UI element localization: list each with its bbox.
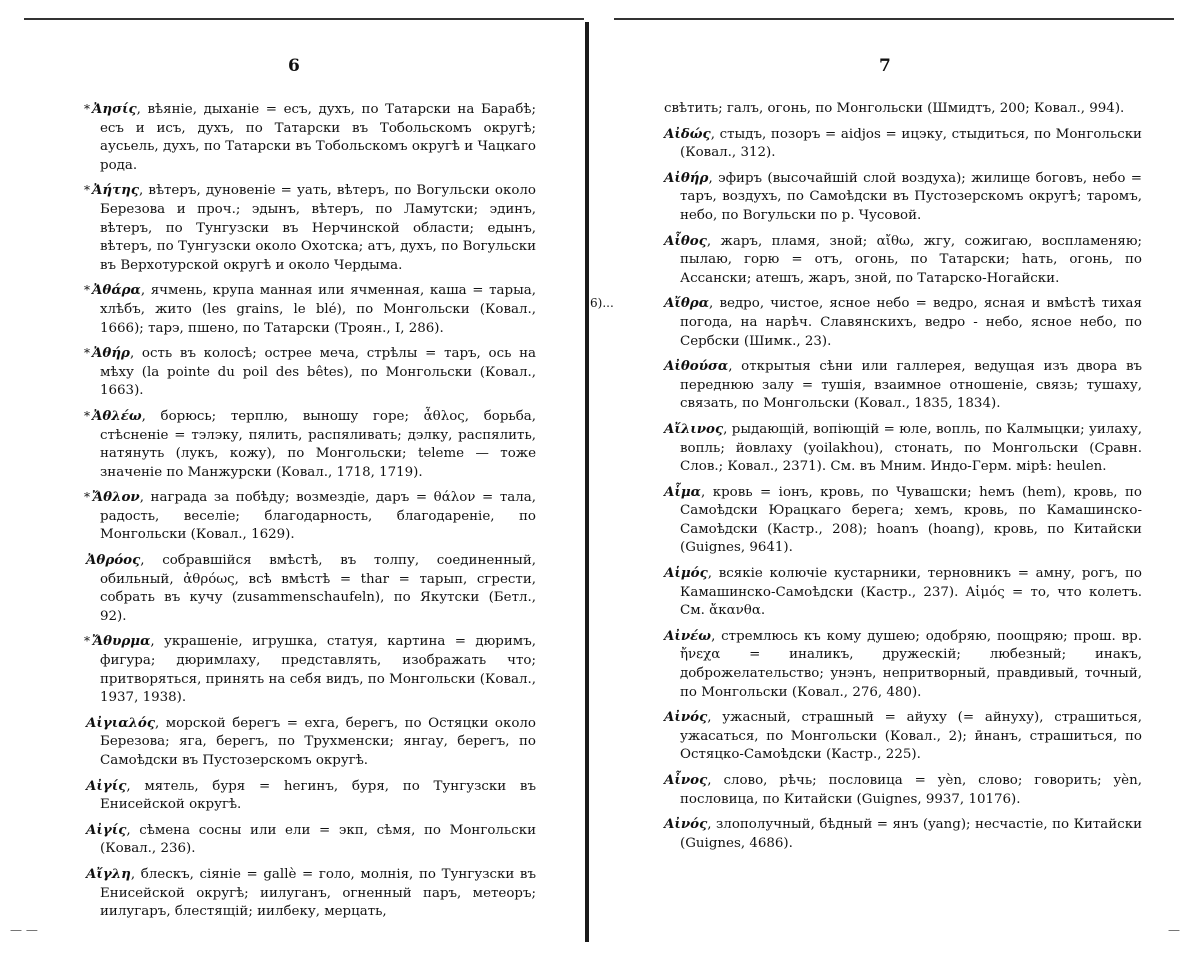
entry-headword: Ἀθρόος	[86, 552, 141, 569]
entry-definition: , кровь = іонъ, кровь, по Чувашски; hемъ (hem), кровь, по Самоѣдски Юрацкаго берега; хемъ, кровь, по Камашинско-Самоѣдски (Кастр., 208); hoanъ (hoang), кровь, по Китайски (Guignes, 9641).	[680, 484, 1142, 556]
dictionary-entry	[84, 344, 536, 401]
dictionary-entry	[84, 551, 536, 626]
entry-list	[84, 100, 536, 928]
entry-headword: Ἀθλέω	[92, 407, 142, 424]
dictionary-entry	[664, 708, 1142, 765]
entry-definition: , сѣмена сосны или ели = экп, сѣмя, по Монгольски (Ковал., 236).	[100, 822, 536, 857]
dictionary-entry	[664, 125, 1142, 163]
entry-definition: , слово, рѣчь; пословица = yèn, слово; говорить; yèn, пословица, по Китайски (Guignes, 9937, 10176).	[680, 773, 1142, 807]
top-rule	[24, 18, 584, 20]
entry-marker: *	[84, 408, 90, 423]
dictionary-entry	[590, 294, 1142, 351]
entry-marker: *	[84, 346, 90, 361]
dictionary-entry	[664, 232, 1142, 289]
entry-headword: Ἄθλον	[92, 489, 140, 506]
entry-headword: Ἀθήρ	[92, 345, 130, 362]
entry-headword: Αἰθήρ	[664, 169, 709, 186]
right-page	[590, 0, 1200, 955]
dictionary-entry	[664, 420, 1142, 477]
entry-headword: Αἰνέω	[664, 627, 712, 644]
dictionary-entry	[664, 564, 1142, 621]
entry-definition: , открытыя сѣни или галлерея, ведущая изъ двора въ переднюю залу = тушія, взаимное отношеніе, связь; тушаху, связать, по Монгольски (Ковал., 1835, 1834).	[680, 359, 1142, 412]
entry-definition: , блескъ, сіяніе = gallè = голо, молнія, по Тунгузски въ Енисейской округѣ; иилуганъ, огненный паръ, метеоръ; иилугаръ, блестящій; иилбеку, мерцать,	[100, 866, 536, 920]
entry-headword: Ἀθάρα	[92, 282, 141, 299]
entry-definition: , ведро, чистое, ясное небо = ведро, ясная и вмѣстѣ тихая погода, на нарѣч. Славянскихъ, ведро - небо, ясное небо, по Сербски (Шимк., 23).	[680, 296, 1142, 349]
dictionary-entry	[84, 488, 536, 545]
entry-headword: Αἴλινος	[664, 420, 724, 437]
entry-definition: , мятель, буря = hегинъ, буря, по Тунгузски въ Енисейской округѣ.	[100, 778, 536, 813]
entry-definition: свѣтить; галъ, огонь, по Монгольски (Шмидтъ, 200; Ковал., 994).	[664, 101, 1125, 116]
dictionary-entry	[664, 169, 1142, 226]
entry-definition: , морской берегъ = exга, берегъ, по Остяцки около Березова; яга, берегъ, по Трухменски; янгау, берегъ, по Самоѣдски въ Пустозерскомъ округѣ.	[100, 715, 536, 768]
left-page	[0, 0, 590, 955]
entry-definition: , борюсь; терплю, выношу горе; ἆθλος, борьба, стѣсненіе = тэлэку, пялить, распяливать; дэлку, распялить, натянуть (лукъ, кожу), по Монгольски; teleme — тоже значеніе по Манжурски (Ковал., 1718, 1719).	[100, 408, 536, 480]
page-gutter	[585, 22, 589, 942]
dictionary-entry	[84, 181, 536, 275]
entry-headword: Αἰνός	[664, 816, 708, 833]
entry-headword: Αἷμα	[664, 483, 701, 500]
entry-definition: , украшеніе, игрушка, статуя, картина = дюримъ, фигура; дюримлаху, представлять, изображать что; притворяться, принять на себя видъ, по Монгольски (Ковал., 1937, 1938).	[100, 634, 536, 706]
page-number: 7	[879, 56, 891, 76]
entry-definition: , злополучный, бѣдный = янъ (yang); несчастіе, по Китайски (Guignes, 4686).	[680, 817, 1142, 851]
dictionary-entry	[664, 357, 1142, 414]
footer-mark: — —	[10, 923, 38, 937]
entry-marker: *	[84, 283, 90, 298]
entry-headword: Ἄθυρμα	[92, 633, 151, 650]
entry-headword: Ἀήτης	[92, 182, 140, 199]
dictionary-entry-continuation	[664, 100, 1142, 119]
dictionary-entry	[84, 865, 536, 922]
page-number: 6	[288, 56, 300, 76]
entry-headword: Αἰδώς	[664, 125, 711, 142]
entry-definition: , награда за побѣду; возмездіе, даръ = θάλον = тала, радость, веселіе; благодарность, благодареніе, по Монгольски (Ковал., 1629).	[100, 490, 536, 543]
dictionary-entry	[664, 771, 1142, 809]
entry-definition: , вѣяніе, дыханіе = есъ, духъ, по Татарски на Барабѣ; есъ и исъ, духъ, по Татарски въ Тобольскомъ округѣ; аусьель, духъ, по Татарски въ Тобольскомъ округѣ и Чацкаго рода.	[100, 102, 536, 173]
entry-headword: Αἶνος	[664, 772, 708, 788]
dictionary-entry	[84, 821, 536, 859]
entry-headword: Ἀησίς	[92, 101, 137, 117]
entry-marker: *	[84, 490, 90, 505]
entry-headword: Αἱμός	[664, 565, 708, 582]
entry-marker: *	[84, 102, 90, 116]
dictionary-entry	[84, 281, 536, 338]
entry-definition: , эфиръ (высочайшій слой воздуха); жилище боговъ, небо = таръ, воздухъ, по Самоѣдски въ Пустозерскомъ округѣ; таромъ, небо, по Вогульски по р. Чусовой.	[680, 170, 1142, 223]
entry-definition: , жаръ, пламя, зной; αἴθω, жгу, сожигаю, воспламеняю; пылаю, горю = отъ, огонь, по Татарски; hать, огонь, по Ассански; атешъ, жаръ, зной, по Татарско-Ногайски.	[680, 233, 1142, 286]
entry-definition: , всякіе колючіе кустарники, терновникъ = амну, рогъ, по Камашинско-Самоѣдски (Кастр., 237). Αἱμός = то, что колетъ. См. ἄκανθα.	[680, 566, 1142, 619]
dictionary-entry	[84, 714, 536, 771]
dictionary-entry	[664, 483, 1142, 558]
dictionary-entry	[84, 632, 536, 707]
entry-definition: , ячмень, крупа манная или ячменная, каша = тарыа, хлѣбъ, жито (les grains, le blé), по Монгольски (Ковал., 1666); тарэ, пшено, по Татарски (Троян., I, 286).	[100, 283, 536, 336]
entry-list	[590, 100, 1142, 859]
entry-headword: Αἰγίς	[86, 821, 127, 838]
dictionary-entry	[664, 815, 1142, 853]
entry-definition: , стыдъ, позоръ = aidjos = ицэку, стыдиться, по Монгольски (Ковал., 312).	[680, 126, 1142, 161]
entry-headword: Αἴθρα	[664, 295, 710, 312]
dictionary-entry	[84, 100, 536, 175]
entry-marker: *	[84, 634, 90, 649]
dictionary-entry	[84, 407, 536, 482]
entry-definition: , рыдающій, вопіющій = юле, вопль, по Калмыцки; уилаху, вопль; йовлаху (yoilakhou), стонать, по Монгольски (Сравн. Слов.; Ковал., 2371). См. въ Мним. Индо-Герм. мірѣ: heulen.	[680, 421, 1142, 475]
top-rule	[614, 18, 1174, 20]
entry-headword: Αἰνός	[664, 709, 708, 726]
entry-definition: , собравшійся вмѣстѣ, въ толпу, соединенный, обильный, ἀθρόως, всѣ вмѣстѣ = thar = тарып, сгрести, собрать въ кучу (zusammenschaufeln), по Якутски (Бетл., 92).	[100, 553, 536, 624]
footer-mark: —	[1168, 923, 1180, 937]
entry-headword: Αἰγίς	[86, 777, 127, 794]
entry-headword: Αἶθος	[664, 232, 707, 249]
entry-definition: , ужасный, страшный = айуху (= айнуху), страшиться, ужасаться, по Монгольски (Ковал., 2); ӣнанъ, страшиться, по Остяцко-Самоѣдски (Кастр., 225).	[680, 710, 1142, 763]
entry-definition: , ость въ колосѣ; острее меча, стрѣлы = таръ, ось на мѣху (la pointe du poil des bêtes), по Монгольски (Ковал., 1663).	[100, 346, 536, 399]
entry-headword: Αἰθούσα	[664, 358, 729, 375]
entry-definition: , стремлюсь къ кому душею; одобряю, поощряю; прош. вр. ἤνεχα = иналикъ, дружескій; любезный; инакъ, доброжелательство; унэнъ, непритворный, правдивый, точный, по Монгольски (Ковал., 276, 480).	[680, 628, 1142, 700]
dictionary-entry	[664, 627, 1142, 702]
entry-marker: 6)...	[590, 296, 614, 311]
entry-headword: Αἰγιαλός	[86, 714, 155, 731]
dictionary-entry	[84, 777, 536, 815]
entry-definition: , вѣтеръ, дуновеніе = уать, вѣтеръ, по Вогульски около Березова и проч.; эдынъ, вѣтеръ, по Ламутски; эдинъ, вѣтеръ, по Тунгузски въ Нерчинской области; едынъ, вѣтеръ, по Тунгузски около Охотска; атъ, духъ, по Вогульски въ Верхотурской округѣ и около Чердыма.	[100, 183, 536, 273]
entry-headword: Αἴγλη	[86, 865, 131, 882]
entry-marker: *	[84, 183, 90, 198]
